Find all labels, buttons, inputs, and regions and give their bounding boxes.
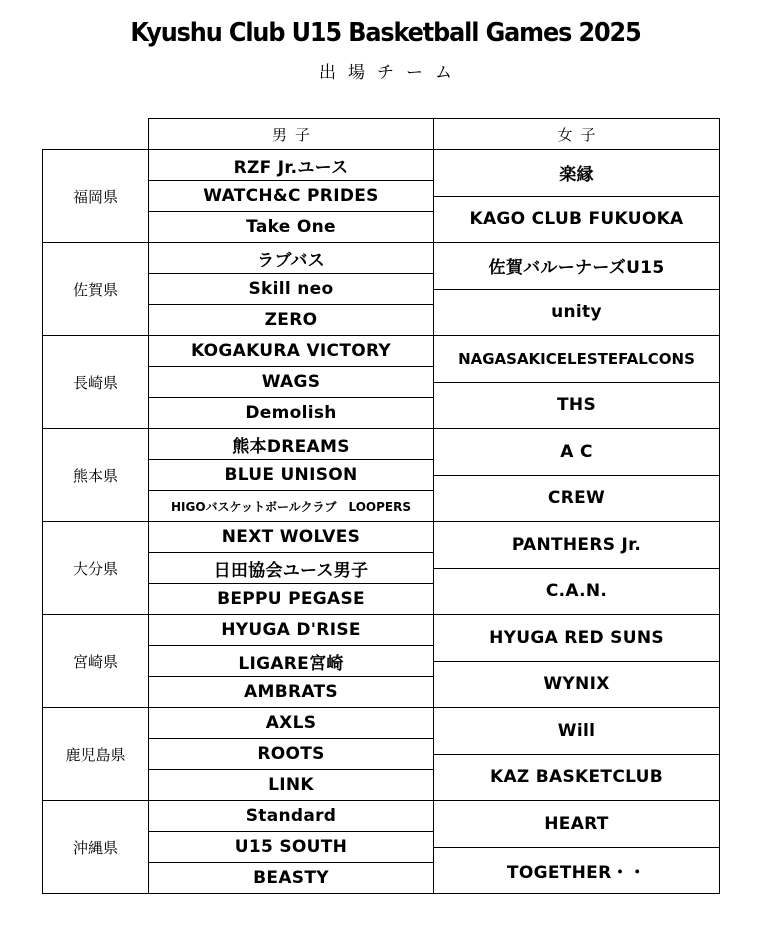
boys-team-cell: BEASTY bbox=[149, 863, 434, 894]
table-row bbox=[43, 243, 720, 259]
girls-team-cell: KAZ BASKETCLUB bbox=[434, 754, 720, 801]
boys-team-cell: U15 SOUTH bbox=[149, 832, 434, 863]
prefecture-cell: 熊本県 bbox=[43, 429, 149, 522]
boys-team-cell: AMBRATS bbox=[149, 677, 434, 708]
girls-team-cell: CREW bbox=[434, 475, 720, 522]
header-row bbox=[43, 119, 720, 150]
girls-team-cell: 楽縁 bbox=[434, 150, 720, 197]
boys-team-cell: 熊本DREAMS bbox=[149, 429, 434, 460]
boys-header: 男子 bbox=[149, 119, 434, 150]
girls-team-cell: TOGETHER・・ bbox=[434, 847, 720, 894]
page-title: Kyushu Club U15 Basketball Games 2025 bbox=[130, 18, 641, 48]
corner-cell bbox=[43, 119, 149, 150]
boys-team-cell: Take One bbox=[149, 212, 434, 243]
page-subtitle: 出場チーム bbox=[319, 63, 464, 83]
table-row bbox=[43, 150, 720, 166]
boys-team-cell: ラブバス bbox=[149, 243, 434, 274]
table-row bbox=[43, 336, 720, 352]
prefecture-cell: 福岡県 bbox=[43, 150, 149, 243]
boys-team-cell: NEXT WOLVES bbox=[149, 522, 434, 553]
girls-team-cell: C.A.N. bbox=[434, 568, 720, 615]
girls-team-cell: NAGASAKICELESTEFALCONS bbox=[434, 336, 720, 383]
prefecture-cell: 大分県 bbox=[43, 522, 149, 615]
team-table bbox=[42, 118, 720, 894]
boys-team-cell: ZERO bbox=[149, 305, 434, 336]
boys-team-cell: Skill neo bbox=[149, 274, 434, 305]
boys-team-cell: Standard bbox=[149, 801, 434, 832]
boys-team-cell: HIGOバスケットボールクラブ LOOPERS bbox=[149, 491, 434, 522]
table-row bbox=[43, 801, 720, 817]
prefecture-cell: 沖縄県 bbox=[43, 801, 149, 894]
prefecture-cell: 鹿児島県 bbox=[43, 708, 149, 801]
girls-team-cell: WYNIX bbox=[434, 661, 720, 708]
girls-team-cell: unity bbox=[434, 289, 720, 336]
girls-team-cell: KAGO CLUB FUKUOKA bbox=[434, 196, 720, 243]
boys-team-cell: AXLS bbox=[149, 708, 434, 739]
prefecture-cell: 宮崎県 bbox=[43, 615, 149, 708]
table-row bbox=[43, 708, 720, 724]
boys-team-cell: BEPPU PEGASE bbox=[149, 584, 434, 615]
prefecture-cell: 佐賀県 bbox=[43, 243, 149, 336]
boys-team-cell: HYUGA D'RISE bbox=[149, 615, 434, 646]
boys-team-cell: LIGARE宮崎 bbox=[149, 646, 434, 677]
girls-team-cell: A C bbox=[434, 429, 720, 476]
prefecture-cell: 長崎県 bbox=[43, 336, 149, 429]
boys-team-cell: Demolish bbox=[149, 398, 434, 429]
boys-team-cell: WATCH&C PRIDES bbox=[149, 181, 434, 212]
girls-team-cell: THS bbox=[434, 382, 720, 429]
girls-team-cell: HYUGA RED SUNS bbox=[434, 615, 720, 662]
table-row bbox=[43, 615, 720, 631]
girls-team-cell: HEART bbox=[434, 801, 720, 848]
boys-team-cell: KOGAKURA VICTORY bbox=[149, 336, 434, 367]
girls-team-cell: 佐賀バルーナーズU15 bbox=[434, 243, 720, 290]
boys-team-cell: RZF Jr.ユース bbox=[149, 150, 434, 181]
boys-team-cell: 日田協会ユース男子 bbox=[149, 553, 434, 584]
girls-team-cell: Will bbox=[434, 708, 720, 755]
table-row bbox=[43, 429, 720, 445]
boys-team-cell: ROOTS bbox=[149, 739, 434, 770]
boys-team-cell: BLUE UNISON bbox=[149, 460, 434, 491]
boys-team-cell: WAGS bbox=[149, 367, 434, 398]
girls-header: 女子 bbox=[434, 119, 720, 150]
girls-team-cell: PANTHERS Jr. bbox=[434, 522, 720, 569]
table-row bbox=[43, 522, 720, 538]
boys-team-cell: LINK bbox=[149, 770, 434, 801]
